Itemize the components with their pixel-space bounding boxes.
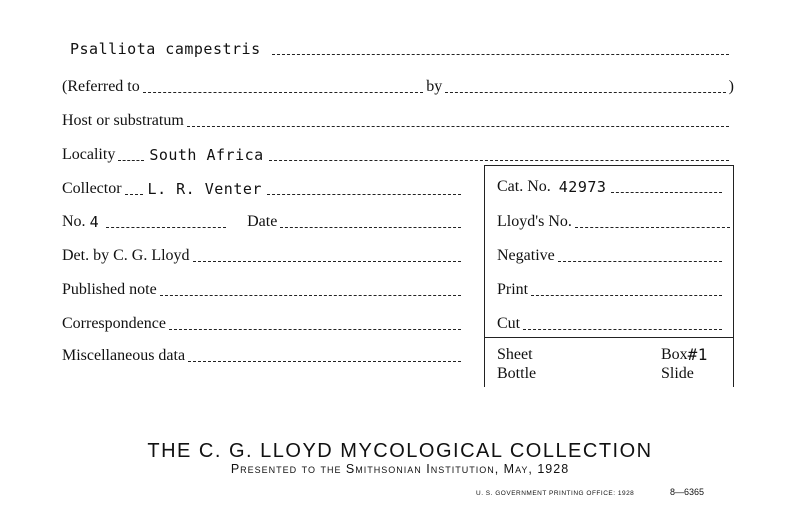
box-value: #1 — [687, 345, 708, 364]
lloyds-no-row — [497, 213, 733, 231]
bottle-label: Bottle — [497, 365, 537, 382]
correspondence-line — [169, 316, 461, 330]
locality-label: Locality — [62, 146, 116, 163]
cut-row — [497, 315, 725, 333]
host-line — [187, 113, 729, 127]
catalog-box — [484, 165, 734, 387]
slide-label: Slide — [661, 365, 694, 382]
collection-title: THE C. G. LLOYD MYCOLOGICAL COLLECTION — [147, 440, 653, 462]
collector-label: Collector — [62, 180, 122, 197]
negative-label: Negative — [497, 247, 555, 264]
correspondence-label: Correspondence — [62, 315, 166, 332]
det-by-row — [62, 247, 464, 265]
det-by-label: Det. by C. G. Lloyd — [62, 247, 190, 264]
locality-row — [62, 146, 732, 164]
locality-value: South Africa — [149, 146, 264, 164]
published-note-label: Published note — [62, 281, 157, 298]
cut-line — [523, 316, 722, 330]
cat-no-value: 42973 — [558, 178, 607, 196]
box-row — [661, 346, 708, 364]
sheet-label: Sheet — [497, 346, 533, 363]
host-row — [62, 112, 732, 130]
by-label: by — [426, 78, 443, 95]
negative-row — [497, 247, 725, 265]
referred-to-label: (Referred to — [62, 78, 140, 95]
locality-line-pre — [118, 147, 144, 161]
collector-value: L. R. Venter — [147, 180, 262, 198]
date-label: Date — [247, 213, 278, 230]
print-row — [497, 281, 725, 299]
species-line — [272, 41, 729, 55]
collector-line-pre — [125, 181, 143, 195]
misc-line — [188, 348, 461, 362]
lloyds-no-line — [575, 214, 730, 228]
published-note-line — [160, 282, 461, 296]
print-label: Print — [497, 281, 529, 298]
referred-to-line — [143, 79, 423, 93]
misc-row — [62, 347, 464, 365]
misc-label: Miscellaneous data — [62, 347, 186, 364]
collection-subtitle: Presented to the Smithsonian Institution, May, 1928 — [230, 462, 570, 476]
box-label: Box — [661, 346, 688, 363]
printing-office-note: U. S. GOVERNMENT PRINTING OFFICE: 1928 — [476, 490, 635, 497]
number-value: 4 — [89, 213, 100, 231]
lloyds-no-label: Lloyd's No. — [497, 213, 572, 230]
by-line — [445, 79, 725, 93]
correspondence-row — [62, 315, 464, 333]
species-name: Psalliota campestris — [70, 40, 261, 58]
collector-line — [267, 181, 461, 195]
species-row — [60, 40, 732, 58]
form-number: 8—6365 — [670, 487, 705, 497]
number-date-row — [62, 213, 464, 231]
published-row — [62, 281, 464, 299]
date-line — [280, 214, 461, 228]
close-paren: ) — [728, 78, 734, 95]
locality-line — [269, 147, 729, 161]
collector-row — [62, 180, 464, 198]
cat-no-row — [497, 178, 725, 196]
cut-label: Cut — [497, 315, 521, 332]
referred-row — [62, 78, 734, 96]
number-line — [106, 214, 226, 228]
det-by-line — [193, 248, 461, 262]
negative-line — [558, 248, 722, 262]
cat-no-label: Cat. No. — [497, 178, 551, 195]
sheet-divider — [485, 337, 733, 338]
no-label: No. — [62, 213, 86, 230]
cat-no-line — [611, 179, 722, 193]
host-label: Host or substratum — [62, 112, 184, 129]
print-line — [531, 282, 722, 296]
